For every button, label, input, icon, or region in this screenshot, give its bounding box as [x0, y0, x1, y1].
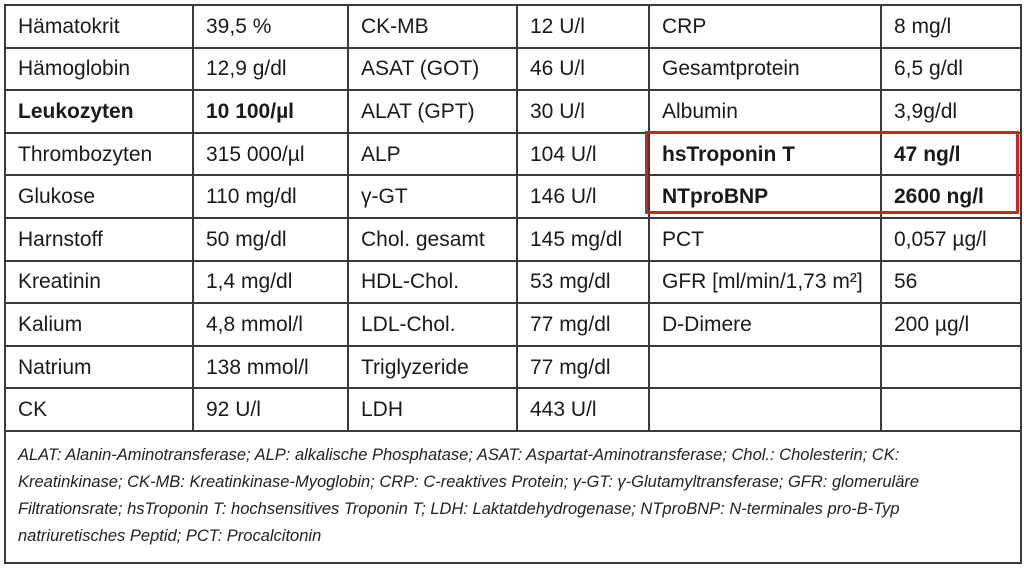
value-cell: 47 ng/l: [881, 133, 1021, 176]
parameter-cell: Hämoglobin: [5, 48, 193, 91]
table-row: [5, 133, 1021, 176]
value-cell: 138 mmol/l: [193, 346, 348, 389]
table-row: [5, 303, 1021, 346]
footnote-row: [5, 431, 1021, 563]
value-cell: 0,057 µg/l: [881, 218, 1021, 261]
table-row: [5, 175, 1021, 218]
value-cell: 2600 ng/l: [881, 175, 1021, 218]
parameter-cell: CK-MB: [348, 5, 517, 48]
parameter-cell: Kreatinin: [5, 261, 193, 304]
parameter-cell: ASAT (GOT): [348, 48, 517, 91]
lab-table-body: [5, 5, 1021, 431]
value-cell: 146 U/l: [517, 175, 649, 218]
parameter-cell: γ-GT: [348, 175, 517, 218]
value-cell: 12 U/l: [517, 5, 649, 48]
value-cell: 6,5 g/dl: [881, 48, 1021, 91]
parameter-cell: NTproBNP: [649, 175, 881, 218]
lab-values-table: [4, 4, 1022, 564]
value-cell: 53 mg/dl: [517, 261, 649, 304]
value-cell: 46 U/l: [517, 48, 649, 91]
value-cell: 4,8 mmol/l: [193, 303, 348, 346]
value-cell: 50 mg/dl: [193, 218, 348, 261]
parameter-cell: ALP: [348, 133, 517, 176]
parameter-cell: Albumin: [649, 90, 881, 133]
table-row: [5, 346, 1021, 389]
abbreviations-footnote: ALAT: Alanin-Aminotransferase; ALP: alkalische Phosphatase; ASAT: Aspartat-Aminotransferase; Chol.: Cholesterin; CK: Kreatinkinase; CK-MB: Kreatinkinase-Myoglobin; CRP: C-reaktives Protein; γ-GT: γ-Glutamyltransferase; GFR: glomeruläre Filtrationsrate; hsTroponin T: hochsensitives Troponin T; LDH: Laktatdehydrogenase; NTproBNP: N-terminales pro-B-Typ natriuretisches Peptid; PCT: Procalcitonin: [5, 431, 1021, 563]
parameter-cell: LDL-Chol.: [348, 303, 517, 346]
value-cell: 92 U/l: [193, 388, 348, 431]
table-row: [5, 48, 1021, 91]
value-cell: 77 mg/dl: [517, 303, 649, 346]
table-row: [5, 261, 1021, 304]
value-cell: 1,4 mg/dl: [193, 261, 348, 304]
lab-values-table-container: [4, 4, 1020, 564]
parameter-cell: [649, 346, 881, 389]
value-cell: 104 U/l: [517, 133, 649, 176]
parameter-cell: LDH: [348, 388, 517, 431]
parameter-cell: CRP: [649, 5, 881, 48]
value-cell: [881, 346, 1021, 389]
value-cell: 110 mg/dl: [193, 175, 348, 218]
table-row: [5, 218, 1021, 261]
parameter-cell: Leukozyten: [5, 90, 193, 133]
value-cell: [881, 388, 1021, 431]
parameter-cell: Kalium: [5, 303, 193, 346]
value-cell: 56: [881, 261, 1021, 304]
parameter-cell: Triglyzeride: [348, 346, 517, 389]
parameter-cell: [649, 388, 881, 431]
value-cell: 200 µg/l: [881, 303, 1021, 346]
value-cell: 77 mg/dl: [517, 346, 649, 389]
value-cell: 8 mg/l: [881, 5, 1021, 48]
table-row: [5, 388, 1021, 431]
parameter-cell: Harnstoff: [5, 218, 193, 261]
parameter-cell: PCT: [649, 218, 881, 261]
value-cell: 3,9g/dl: [881, 90, 1021, 133]
table-row: [5, 5, 1021, 48]
value-cell: 10 100/µl: [193, 90, 348, 133]
parameter-cell: D-Dimere: [649, 303, 881, 346]
parameter-cell: hsTroponin T: [649, 133, 881, 176]
value-cell: 12,9 g/dl: [193, 48, 348, 91]
value-cell: 145 mg/dl: [517, 218, 649, 261]
parameter-cell: Chol. gesamt: [348, 218, 517, 261]
parameter-cell: ALAT (GPT): [348, 90, 517, 133]
parameter-cell: Glukose: [5, 175, 193, 218]
value-cell: 30 U/l: [517, 90, 649, 133]
parameter-cell: Natrium: [5, 346, 193, 389]
parameter-cell: Hämatokrit: [5, 5, 193, 48]
parameter-cell: CK: [5, 388, 193, 431]
value-cell: 39,5 %: [193, 5, 348, 48]
parameter-cell: GFR [ml/min/1,73 m²]: [649, 261, 881, 304]
parameter-cell: Thrombozyten: [5, 133, 193, 176]
value-cell: 443 U/l: [517, 388, 649, 431]
table-row: [5, 90, 1021, 133]
value-cell: 315 000/µl: [193, 133, 348, 176]
parameter-cell: Gesamtprotein: [649, 48, 881, 91]
parameter-cell: HDL-Chol.: [348, 261, 517, 304]
